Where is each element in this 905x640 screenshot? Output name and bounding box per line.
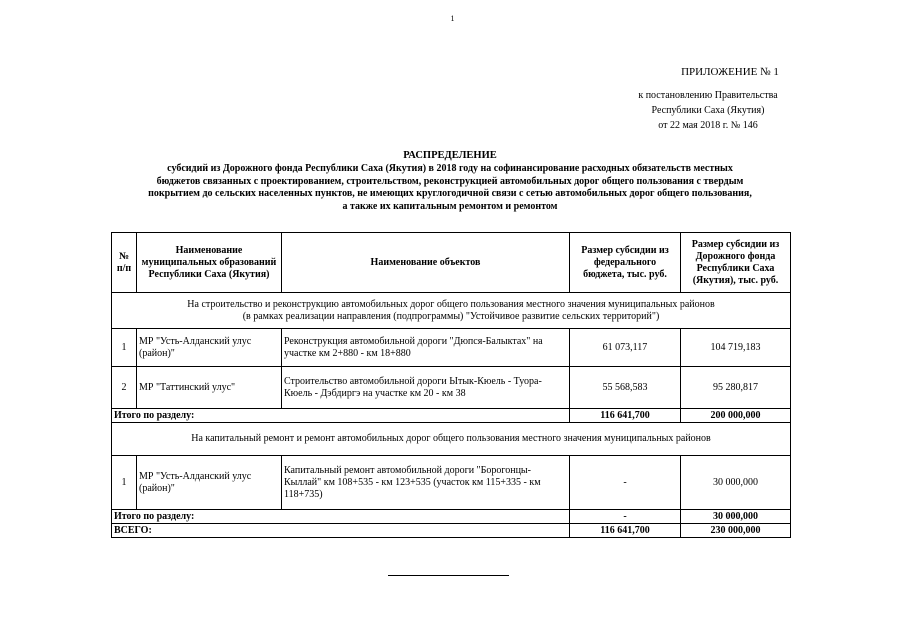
header-municipality: Наименование муниципальных образований Республики Саха (Якутия) [137,233,282,293]
header-num-line-1: № [118,250,130,262]
appendix-reference [598,88,818,133]
row-federal: 61 073,117 [570,329,681,367]
distribution-table [111,232,791,538]
row-num: 2 [112,367,137,409]
section-1-title-line-2: (в рамках реализации направления (подпрограммы) "Устойчивое развитие сельских территорий") [242,310,660,322]
row-road-fund: 104 719,183 [681,329,791,367]
subtotal-federal: - [570,510,681,524]
total-road-fund: 230 000,000 [681,524,791,538]
appendix-line-2: Республики Саха (Якутия) [651,105,765,116]
document-subtitle [100,163,800,213]
subtitle-line-3: покрытием до сельских населенных пунктов, не имеющих круглогодичной связи с сетью автомобильных дорог общего пользования, [148,188,752,199]
subtotal-label: Итого по разделу: [112,409,570,423]
footer-divider [388,575,509,576]
row-road-fund: 95 280,817 [681,367,791,409]
row-federal: - [570,456,681,510]
header-object: Наименование объектов [282,233,570,293]
row-object: Реконструкция автомобильной дороги "Дюпся-Балыктах" на участке км 2+880 - км 18+880 [282,329,570,367]
header-road-fund: Размер субсидии из Дорожного фонда Республики Саха (Якутия), тыс. руб. [681,233,791,293]
header-num [112,233,137,293]
document-title: РАСПРЕДЕЛЕНИЕ [403,150,497,161]
table-row [112,367,791,409]
row-object: Строительство автомобильной дороги Ытык-Кюель - Туора-Кюель - Дэбдиргэ на участке км 20 - км 38 [282,367,570,409]
subtotal-row [112,510,791,524]
subtotal-road-fund: 200 000,000 [681,409,791,423]
total-label: ВСЕГО: [112,524,570,538]
appendix-title: ПРИЛОЖЕНИЕ № 1 [681,66,779,78]
section-title-row [112,423,791,456]
subtotal-label: Итого по разделу: [112,510,570,524]
appendix-line-1: к постановлению Правительства [638,90,778,101]
row-municipality: МР "Таттинский улус" [137,367,282,409]
row-num: 1 [112,456,137,510]
total-row [112,524,791,538]
table-header-row [112,233,791,293]
row-road-fund: 30 000,000 [681,456,791,510]
section-1-title [112,293,791,329]
row-municipality: МР "Усть-Алданский улус (район)" [137,456,282,510]
subtotal-federal: 116 641,700 [570,409,681,423]
row-num: 1 [112,329,137,367]
section-title-row [112,293,791,329]
subtitle-line-4: а также их капитальным ремонтом и ремонтом [342,200,558,212]
total-federal: 116 641,700 [570,524,681,538]
section-2-title: На капитальный ремонт и ремонт автомобильных дорог общего пользования местного значения муниципальных районов [112,423,791,456]
row-federal: 55 568,583 [570,367,681,409]
header-federal: Размер субсидии из федерального бюджета, тыс. руб. [570,233,681,293]
appendix-line-3: от 22 мая 2018 г. № 146 [658,120,758,131]
header-num-line-2: п/п [116,262,132,274]
subtitle-line-2: бюджетов связанных с проектированием, строительством, реконструкцией автомобильных дорог общего пользования с твердым [156,175,744,187]
row-municipality: МР "Усть-Алданский улус (район)" [137,329,282,367]
table-row [112,456,791,510]
section-1-title-line-1: На строительство и реконструкцию автомобильных дорог общего пользования местного значения муниципальных районов [187,298,715,310]
table-row [112,329,791,367]
subtotal-road-fund: 30 000,000 [681,510,791,524]
subtotal-row [112,409,791,423]
row-object: Капитальный ремонт автомобильной дороги "Борогонцы-Кыллай" км 108+535 - км 123+535 (участок км 115+335 - км 118+735) [282,456,570,510]
page-number: 1 [450,14,455,23]
subtitle-line-1: субсидий из Дорожного фонда Республики Саха (Якутия) в 2018 году на софинансирование расходных обязательств местных [167,163,733,174]
